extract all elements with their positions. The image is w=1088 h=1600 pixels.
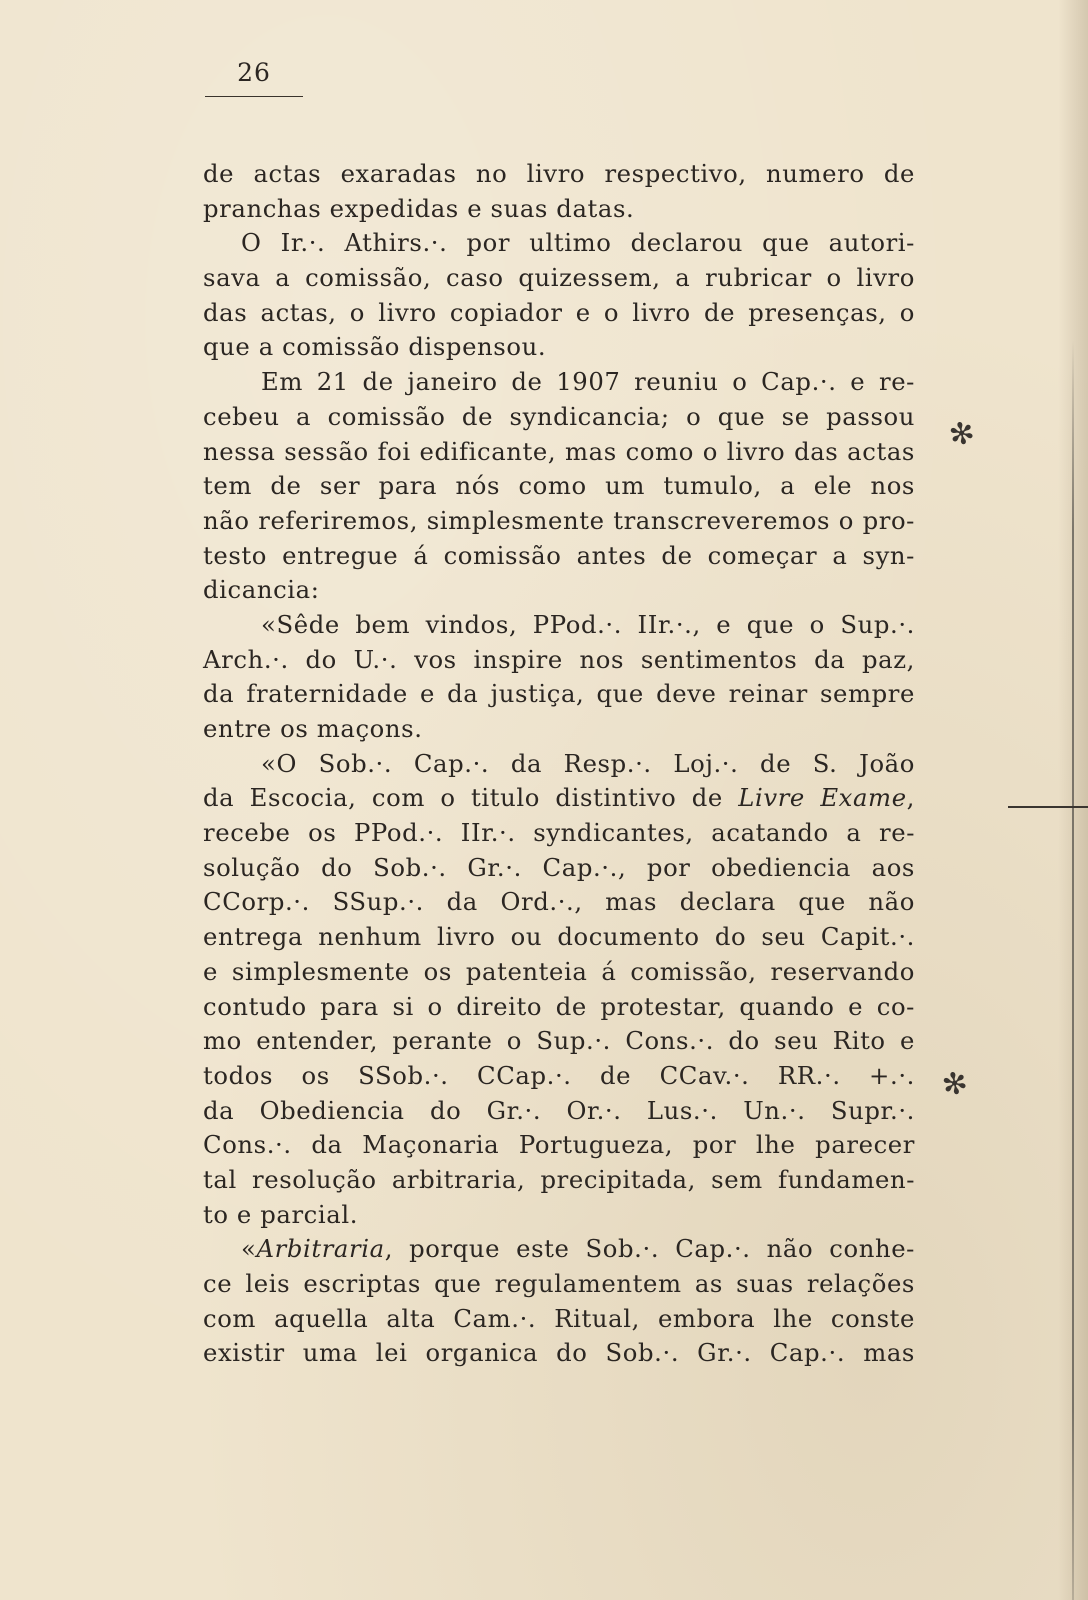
text-line: das actas, o livro copiador e o livro de presenças, o — [203, 297, 915, 327]
text-line: todos os SSob.·. CCap.·. de CCav.·. RR.·. +.·. — [203, 1060, 915, 1090]
text-line: tal resolução arbitraria, precipitada, sem fundamen- — [203, 1164, 915, 1194]
text-line: sava a comissão, caso quizessem, a rubricar o livro — [203, 263, 915, 293]
text-line: não referiremos, simplesmente transcreveremos o pro- — [203, 505, 915, 535]
text-line-with-italic — [203, 1232, 915, 1267]
text-line: com aquella alta Cam.·. Ritual, embora lhe conste — [203, 1303, 915, 1333]
text-line: «O Sob.·. Cap.·. da Resp.·. Loj.·. de S. João — [261, 748, 915, 778]
text-line: testo entregue á comissão antes de começar a syn- — [203, 540, 915, 570]
text-line: O Ir.·. Athirs.·. por ultimo declarou que autori- — [241, 228, 915, 258]
text-line: dicancia: — [203, 575, 320, 605]
text-line: solução do Sob.·. Gr.·. Cap.·., por obediencia aos — [203, 852, 915, 882]
italic-title: Livre Exame — [738, 783, 907, 813]
text-line: da fraternidade e da justiça, que deve reinar sempre — [203, 679, 915, 709]
text-line: entrega nenhum livro ou documento do seu Capit.·. — [203, 922, 915, 952]
text-line: e simplesmente os patenteia á comissão, reservando — [203, 956, 915, 986]
text-line: recebe os PPod.·. IIr.·. syndicantes, acatando a re- — [203, 818, 915, 848]
margin-ink-mark-icon: ✻ — [945, 414, 978, 455]
header-rule — [205, 96, 303, 97]
binding-thread — [1008, 806, 1088, 808]
text-line: contudo para si o direito de protestar, quando e co- — [203, 991, 915, 1021]
text-line: «Sêde bem vindos, PPod.·. IIr.·., e que o Sup.·. — [261, 609, 915, 639]
text-line: cebeu a comissão de syndicancia; o que se passou — [203, 401, 915, 431]
margin-ink-mark-icon: ✻ — [938, 1064, 971, 1105]
text-line: nessa sessão foi edificante, mas como o livro das actas — [203, 436, 915, 466]
text-line: existir uma lei organica do Sob.·. Gr.·. Cap.·. mas — [203, 1338, 915, 1368]
text-line: pranchas expedidas e suas datas. — [203, 193, 635, 223]
page-number: 26 — [237, 58, 271, 87]
text-line: to e parcial. — [203, 1199, 359, 1229]
text-line: Cons.·. da Maçonaria Portugueza, por lhe parecer — [203, 1130, 915, 1160]
text-line: CCorp.·. SSup.·. da Ord.·., mas declara que não — [203, 887, 915, 917]
text-line: que a comissão dispensou. — [203, 332, 547, 362]
text-span: , — [906, 783, 915, 813]
text-span: , porque este Sob.·. Cap.·. não conhe- — [384, 1234, 915, 1264]
text-line: Em 21 de janeiro de 1907 reuniu o Cap.·. e re- — [261, 367, 915, 397]
text-span: « — [241, 1234, 257, 1264]
text-line: mo entender, perante o Sup.·. Cons.·. do seu Rito e — [203, 1026, 915, 1056]
text-span: da Escocia, com o titulo distintivo de — [203, 783, 739, 813]
text-line: entre os maçons. — [203, 714, 423, 743]
page-edge-line — [1072, 340, 1074, 1600]
text-line: ce leis escriptas que regulamentem as suas relações — [203, 1269, 915, 1298]
text-line: da Obediencia do Gr.·. Or.·. Lus.·. Un.·. Supr.·. — [203, 1095, 915, 1125]
text-line: Arch.·. do U.·. vos inspire nos sentimentos da paz, — [203, 644, 915, 674]
italic-word: Arbitraria — [256, 1234, 385, 1264]
text-line: de actas exaradas no livro respectivo, numero de — [203, 159, 915, 188]
text-line: tem de ser para nós como um tumulo, a ele nos — [203, 471, 915, 501]
text-line-with-italic — [203, 781, 915, 816]
body-text — [203, 157, 915, 1371]
